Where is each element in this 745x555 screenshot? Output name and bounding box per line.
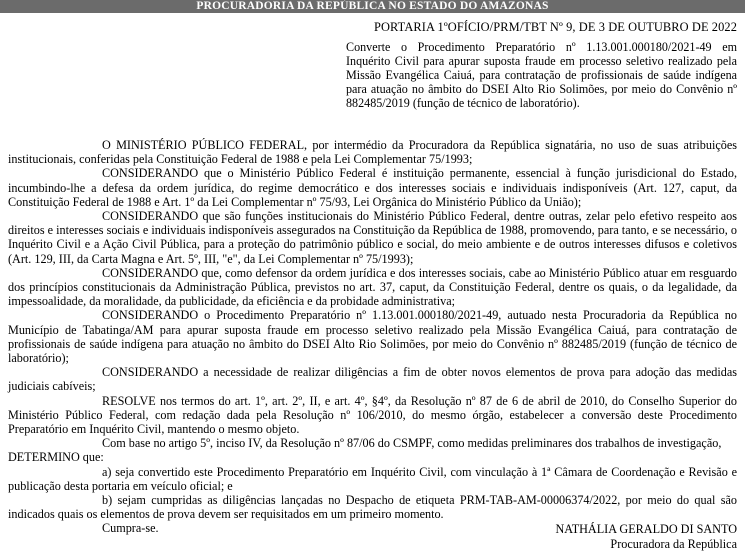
paragraph-cumpra-se: Cumpra-se. — [102, 521, 159, 536]
paragraph-considerando-4: CONSIDERANDO o Procedimento Preparatório nº 1.13.001.000180/2021-49, autuado nesta Procuradoria da República no Município de Tabatinga/AM para apurar suposta fraude em processo seletivo realizado pela Missão Evangélica Caiuá, para contratação de profissionais de saúde indígena para atuação no âmbito do DSEI Alto Rio Solimões, por meio do Convênio nº 882485/2019 (função de técnico de laboratório); — [8, 308, 737, 366]
paragraph-preamble: O MINISTÉRIO PÚBLICO FEDERAL, por intermédio da Procuradora da República signatária, no uso de suas atribuições institucionais, conferidas pela Constituição Federal de 1988 e pela Lei Complementar 75/1993; — [8, 138, 737, 167]
paragraph-considerando-1: CONSIDERANDO que o Ministério Público Federal é instituição permanente, essencial à função jurisdicional do Estado, incumbindo-lhe a defesa da ordem jurídica, do regime democrático e dos interesses sociais e individuais indisponíveis (Art. 127, caput, da Constituição Federal de 1988 e Art. 1º da Lei Complementar nº 75/93, Lei Orgânica do Ministério Público da União); — [8, 166, 737, 209]
signature-name: NATHÁLIA GERALDO DI SANTO — [555, 522, 737, 536]
paragraph-resolve: RESOLVE nos termos do art. 1º, art. 2º, II, e art. 4º, §4º, da Resolução nº 87 de 6 de abril de 2010, do Conselho Superior do Ministério Público Federal, com redação dada pela Resolução nº 106/2010, do mesmo órgão, estabelecer a conversão deste Procedimento Preparatório em Inquérito Civil, mantendo o mesmo objeto. — [8, 393, 737, 437]
paragraph-considerando-5: CONSIDERANDO a necessidade de realizar diligências a fim de obter novos elementos de prova para adoção das medidas judiciais cabíveis; — [8, 365, 737, 394]
paragraph-com-base: Com base no artigo 5º, inciso IV, da Resolução nº 87/06 do CSMPF, como medidas preliminares dos trabalhos de investigação, — [102, 436, 722, 451]
header-bar — [0, 0, 745, 13]
paragraph-considerando-3: CONSIDERANDO que, como defensor da ordem jurídica e dos interesses sociais, cabe ao Ministério Público atuar em resguardo dos princípios constitucionais da Administração Pública, previstos no art. 37, caput, da Constituição Federal, dentre os quais, o da legalidade, da impessoalidade, da moralidade, da publicidade, da eficiência e da probidade administrativa; — [8, 265, 737, 309]
portaria-title: PORTARIA 1ºOFÍCIO/PRM/TBT Nº 9, DE 3 DE OUTUBRO DE 2022 — [374, 20, 737, 34]
signature-block — [555, 522, 737, 551]
paragraph-item-b: b) sejam cumpridas as diligências lançadas no Despacho de etiqueta PRM-TAB-AM-00006374/2022, por meio do qual são indicados quais os elementos de prova devem ser requisitados em um primeiro momento. — [8, 493, 737, 522]
paragraph-item-a: a) seja convertido este Procedimento Preparatório em Inquérito Civil, com vinculação à 1ª Câmara de Coordenação e Revisão e publicação desta portaria em veículo oficial; e — [8, 464, 737, 493]
signature-role: Procuradora da República — [610, 536, 737, 551]
paragraph-determino: DETERMINO que: — [8, 450, 104, 465]
paragraph-considerando-2: CONSIDERANDO que são funções institucionais do Ministério Público Federal, dentre outras, zelar pelo efetivo respeito aos direitos e interesses sociais e individuais indisponíveis assegurados na Constituição da República de 1988, promovendo, para tanto, e se necessário, o Inquérito Civil e a Ação Civil Pública, para a proteção do patrimônio público e social, do meio ambiente e de outros interesses difusos e coletivos (Art. 129, III, da Carta Magna e Art. 5º, III, "e", da Lei Complementar nº 75/1993); — [8, 209, 737, 266]
ementa: Converte o Procedimento Preparatório nº 1.13.001.000180/2021-49 em Inquérito Civil para apurar suposta fraude em processo seletivo realizado pela Missão Evangélica Caiuá, para contratação de profissionais de saúde indígena para atuação no âmbito do DSEI Alto Rio Solimões, por meio do Convênio nº 882485/2019 (função de técnico de laboratório). — [346, 40, 737, 111]
document-body — [8, 138, 737, 536]
header-title: PROCURADORIA DA REPÚBLICA NO ESTADO DO AMAZONAS — [196, 0, 549, 12]
